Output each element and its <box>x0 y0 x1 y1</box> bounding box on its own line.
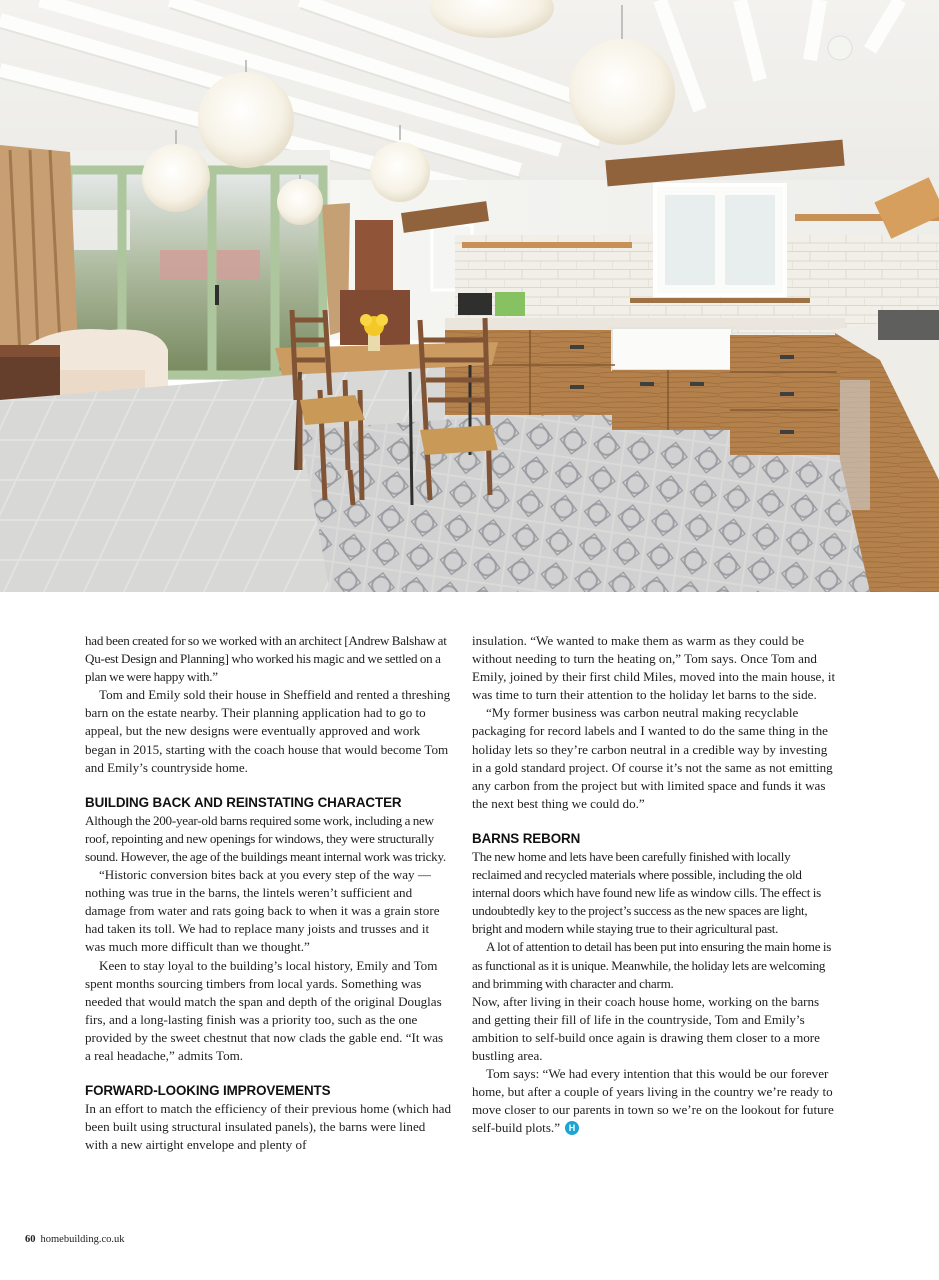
body-paragraph: Now, after living in their coach house home, working on the barns and getting their fill of life in the countryside, Tom and Emily’s ambition to self-build once again is drawing them closer to a more bustling area. <box>472 993 820 1063</box>
body-paragraph: “My former business was carbon neutral making recyclable packaging for record labels and I wanted to do the same thing in the holiday lets so they’re carbon neutral in a credible way by investing in a gold standard project. Of course it’s not the same as not emitting any carbon from the project but with limited space and funds it was the next best thing we could do.” <box>472 705 833 811</box>
page-number: 60 <box>25 1234 36 1245</box>
section-heading: FORWARD-LOOKING IMPROVEMENTS <box>85 1083 331 1099</box>
body-paragraph-final <box>472 1065 839 1137</box>
body-paragraph: insulation. “We wanted to make them as warm as they could be without needing to turn the heating on,” Tom says. Once Tom and Emily, joined by their first child Miles, moved into the main house, it was time to turn their attention to the holiday let barns to the side. <box>472 633 836 703</box>
end-mark-icon: H <box>565 1121 579 1135</box>
body-paragraph: “Historic conversion bites back at you every step of the way — nothing was true in the barns, the lintels weren’t sufficient and damage from water and rats going back to when it was a grain store had taken its toll. We had to replace many joists and trusses and it was much more difficult than we thought.” <box>85 867 440 955</box>
body-paragraph: In an effort to match the efficiency of their previous home (which had been built using structural insulated panels), the barns were lined with a new airtight envelope and plenty of <box>85 1101 452 1153</box>
page-footer <box>25 1234 125 1245</box>
section-heading: BUILDING BACK AND REINSTATING CHARACTER <box>85 794 402 810</box>
footer-site: homebuilding.co.uk <box>40 1234 125 1245</box>
final-paragraph-text: Tom says: “We had every intention that this would be our forever home, but after a couple of years living in the country we’re ready to move closer to our parents in town so we’re on the lookout for future self-build plots.” <box>472 1066 834 1136</box>
article-right-column <box>472 632 839 1137</box>
body-paragraph: had been created for so we worked with an architect [Andrew Balshaw at Qu-est Design and Planning] who worked his magic and we settled on a plan we were happy with.” <box>85 633 447 685</box>
body-paragraph: The new home and lets have been carefully finished with locally reclaimed and recycled materials where possible, including the old internal doors which have found new life as window cills. The effect is undoubtedly key to the project’s success as the new spaces are light, bright and modern while staying true to their agricultural past. <box>472 848 821 937</box>
article-left-column <box>85 632 451 1154</box>
body-paragraph: Tom and Emily sold their house in Sheffield and rented a threshing barn on the estate nearby. Their planning application had to go to appeal, but the new designs were eventually approved and work began in 2015, starting with the coach house that would become Tom and Emily’s countryside home. <box>85 687 451 775</box>
body-paragraph: A lot of attention to detail has been put into ensuring the main home is as functional as it is unique. Meanwhile, the holiday lets are welcoming and brimming with character and charm. <box>472 939 832 991</box>
section-heading: BARNS REBORN <box>472 830 581 846</box>
kitchen-dining-photo <box>0 0 939 592</box>
body-paragraph: Keen to stay loyal to the building’s local history, Emily and Tom spent months sourcing timbers from local yards. Something was needed that would match the span and depth of the original Douglas firs, and a long-lasting finish was a priority too, such as the one provided by the sweet chestnut that now clads the gable end. “It was a real headache,” admits Tom. <box>85 957 444 1063</box>
body-paragraph: Although the 200-year-old barns required some work, including a new roof, repointing and new openings for windows, they were structurally sound. However, the age of the buildings meant internal work was tricky. <box>85 812 446 864</box>
